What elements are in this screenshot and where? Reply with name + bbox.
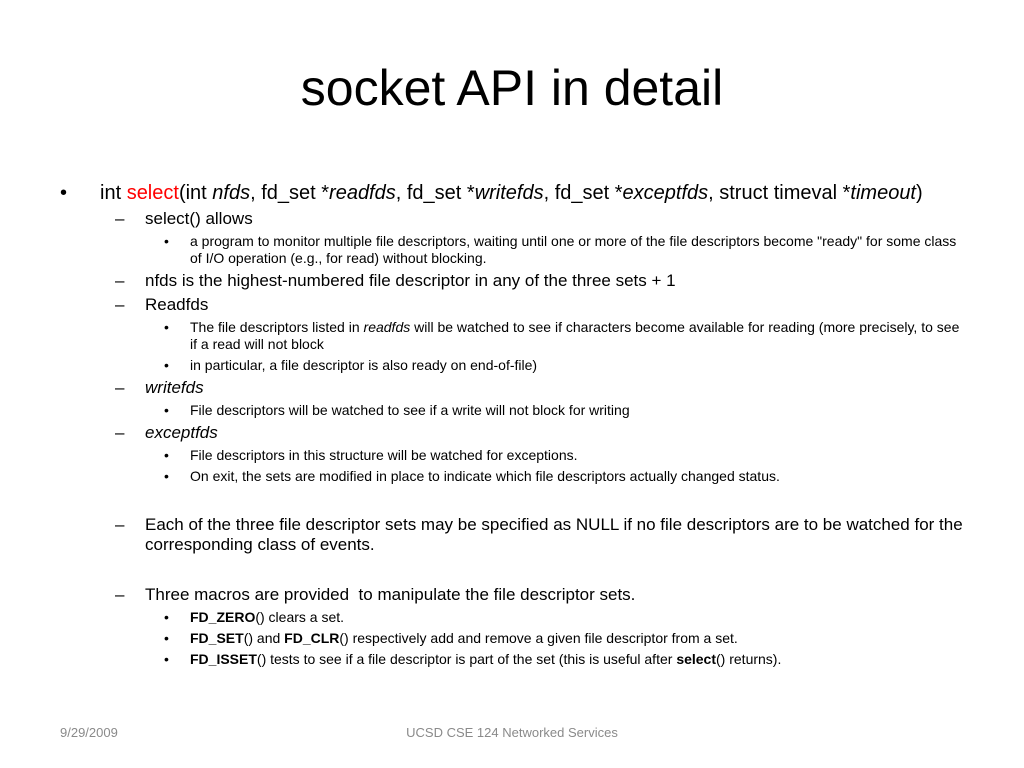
select-allows-detail-text: a program to monitor multiple file descriptors, waiting until one or more of the file descriptors become "ready" for some class of I/O operation (e.g., for read) without blocking.: [190, 233, 957, 266]
macro-fd-zero: [60, 609, 970, 626]
select-allows-detail: [60, 233, 970, 267]
bullet-dash: –: [115, 209, 125, 228]
bullet-dash: –: [115, 295, 125, 314]
macro-fd-set-clr: [60, 630, 970, 647]
fd-set-name: FD_SET: [190, 630, 244, 646]
readfds-detail-1: [60, 319, 970, 353]
readfds-item: [60, 295, 970, 315]
bullet-dash: –: [115, 378, 125, 397]
macro-fd-isset: [60, 651, 970, 668]
bullet-dot: •: [164, 630, 169, 646]
select-allows-label: select() allows: [145, 209, 253, 228]
sig-writefds: writefds: [474, 182, 544, 204]
writefds-detail-1: [60, 402, 970, 419]
bullet-dash: –: [115, 423, 125, 442]
sig-p1: (int: [178, 182, 213, 204]
fd-zero-desc: () clears a set.: [255, 609, 345, 625]
sig-p6: ): [916, 182, 923, 204]
fd-set-mid: () and: [243, 630, 285, 646]
footer-date: 9/29/2009: [60, 725, 118, 740]
sig-nfds: nfds: [212, 182, 251, 204]
readfds-detail-2-text: in particular, a file descriptor is also ready on end-of-file): [190, 357, 538, 373]
nfds-item: [60, 271, 970, 291]
sig-p2: , fd_set *: [250, 182, 330, 204]
sig-int: int: [100, 182, 127, 204]
exceptfds-detail-1-text: File descriptors in this structure will be watched for exceptions.: [190, 447, 578, 463]
slide-body: [60, 181, 970, 668]
readfds-detail-2: [60, 357, 970, 374]
readfds-detail-1-pre: The file descriptors listed in: [190, 319, 364, 335]
bullet-dot: •: [164, 357, 169, 373]
footer-course: UCSD CSE 124 Networked Services: [406, 725, 618, 740]
exceptfds-detail-1: [60, 447, 970, 464]
fd-isset-desc: () tests to see if a file descriptor is part of the set (this is useful after: [256, 651, 677, 667]
select-signature-bullet: [60, 181, 970, 205]
bullet-dash: –: [115, 515, 125, 534]
macros-label: Three macros are provided to manipulate the file descriptor sets.: [145, 585, 636, 604]
bullet-dot: •: [164, 468, 169, 484]
bullet-dot: •: [164, 651, 169, 667]
fd-isset-select: select: [676, 651, 717, 667]
writefds-label: writefds: [145, 378, 204, 397]
exceptfds-detail-2: [60, 468, 970, 485]
fd-isset-name: FD_ISSET: [190, 651, 257, 667]
macros-item: [60, 585, 970, 605]
exceptfds-detail-2-text: On exit, the sets are modified in place to indicate which file descriptors actually changed status.: [190, 468, 780, 484]
sig-select: select: [126, 182, 179, 204]
bullet-dot: •: [164, 609, 169, 625]
select-allows-item: [60, 209, 970, 229]
writefds-detail-1-text: File descriptors will be watched to see if a write will not block for writing: [190, 402, 630, 418]
fd-isset-end: () returns).: [716, 651, 782, 667]
sig-p4: , fd_set *: [543, 182, 623, 204]
fd-set-desc: () respectively add and remove a given file descriptor from a set.: [339, 630, 738, 646]
bullet-dot: •: [164, 319, 169, 335]
exceptfds-item: [60, 423, 970, 443]
bullet-dash: –: [115, 585, 125, 604]
sig-p3: , fd_set *: [395, 182, 475, 204]
sig-readfds: readfds: [329, 182, 396, 204]
exceptfds-label: exceptfds: [145, 423, 218, 442]
readfds-detail-1-post: will be watched to see if characters become available for reading (more precisely, to see if a read will not block: [190, 319, 960, 352]
sig-timeout: timeout: [850, 182, 916, 204]
bullet-dot: •: [164, 233, 169, 249]
slide-title: socket API in detail: [300, 60, 724, 116]
bullet-dot: •: [60, 182, 68, 204]
nfds-text: nfds is the highest-numbered file descriptor in any of the three sets + 1: [145, 271, 676, 290]
null-sets-text: Each of the three file descriptor sets may be specified as NULL if no file descriptors are to be watched for the corresponding class of events.: [145, 515, 963, 554]
bullet-dot: •: [164, 447, 169, 463]
readfds-label: Readfds: [145, 295, 209, 314]
sig-p5: , struct timeval *: [708, 182, 851, 204]
readfds-detail-1-em: readfds: [363, 319, 411, 335]
sig-exceptfds: exceptfds: [622, 182, 709, 204]
bullet-dot: •: [164, 402, 169, 418]
null-sets-item: [60, 515, 970, 555]
fd-zero-name: FD_ZERO: [190, 609, 256, 625]
writefds-item: [60, 378, 970, 398]
bullet-dash: –: [115, 271, 125, 290]
fd-clr-name: FD_CLR: [284, 630, 340, 646]
